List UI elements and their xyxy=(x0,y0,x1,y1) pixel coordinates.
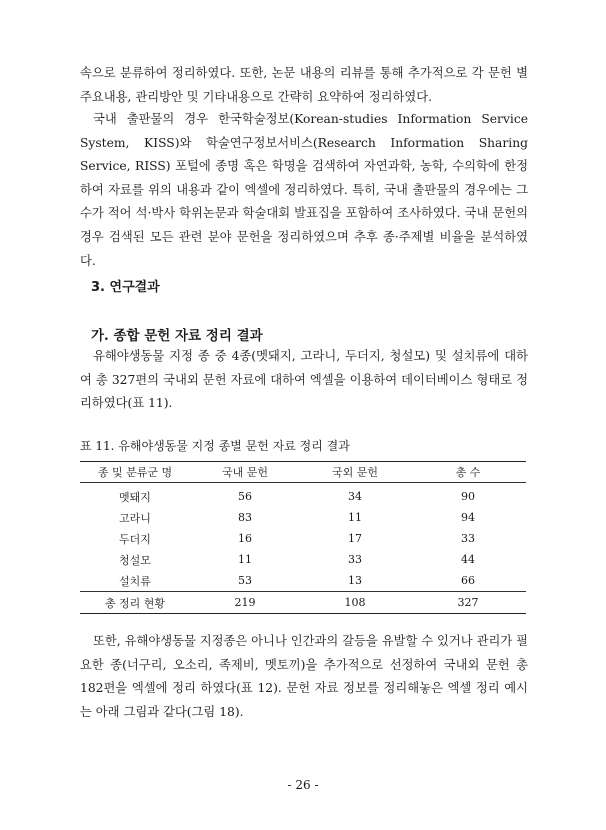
cell-total-label: 총 정리 현황 xyxy=(80,592,190,614)
header-domestic: 국내 문헌 xyxy=(190,462,300,483)
cell-total: 33 xyxy=(461,532,475,545)
cell-total-domestic: 219 xyxy=(190,592,300,614)
cell-total-sum: 327 xyxy=(410,592,526,614)
cell-total: 94 xyxy=(461,511,475,524)
cell-foreign: 34 xyxy=(348,490,362,503)
table-row xyxy=(80,549,526,570)
cell-domestic: 16 xyxy=(238,532,252,545)
table-row xyxy=(80,528,526,549)
paragraph-results-intro: 유해야생동물 지정 종 중 4종(멧돼지, 고라니, 두더지, 청설모) 및 설치류에 대하여 총 327편의 국내외 문헌 자료에 대하여 엑셀을 이용하여 데이터베이스 형태로 정리하였다(표 11). xyxy=(80,349,528,411)
table-caption: 표 11. 유해야생동물 지정 종별 문헌 자료 정리 결과 xyxy=(80,439,350,453)
literature-table xyxy=(80,461,526,614)
table-total-row xyxy=(80,592,526,614)
cell-foreign: 13 xyxy=(348,574,362,587)
page-number: - 26 - xyxy=(287,778,319,792)
cell-species: 멧돼지 xyxy=(119,490,151,504)
cell-foreign: 11 xyxy=(348,511,362,524)
header-total: 총 수 xyxy=(410,462,526,483)
cell-foreign: 33 xyxy=(348,553,362,566)
subsection-heading: 가. 종합 문헌 자료 정리 결과 xyxy=(91,328,263,344)
table-row xyxy=(80,507,526,528)
cell-total: 44 xyxy=(461,553,475,566)
cell-total-foreign: 108 xyxy=(300,592,410,614)
cell-foreign: 17 xyxy=(348,532,362,545)
paragraph-domestic-search: 국내 출판물의 경우 한국학술정보(Korean-studies Information Service System, KISS)와 학술연구정보서비스(Research Information Sharing Service, RISS) 포털에 종명 혹은 학명을 검색하여 자연과학, 농학, 수의학에 한정하여 자료를 위의 내용과 같이 엑셀에 정리하였다. 특히, 국내 출판물의 경우에는 그 수가 적어 석·박사 학위논문과 학술대회 발표집을 포함하여 조사하였다. 국내 문헌의 경우 검색된 모든 관련 분야 문헌을 정리하였으며 추후 종·주제별 비율을 분석하였다. xyxy=(80,112,528,268)
paragraph-method-summary: 속으로 분류하여 정리하였다. 또한, 논문 내용의 리뷰를 통해 추가적으로 각 문헌 별 주요내용, 관리방안 및 기타내용으로 간략히 요약하여 정리하였다. xyxy=(80,66,528,104)
cell-species: 청설모 xyxy=(119,553,151,567)
cell-domestic: 83 xyxy=(238,511,252,524)
paragraph-additional-species: 또한, 유해야생동물 지정종은 아니나 인간과의 갈등을 유발할 수 있거나 관리가 필요한 종(너구리, 오소리, 족제비, 멧토끼)을 추가적으로 선정하여 국내외 문헌 총 182편을 엑셀에 정리 하였다(표 12). 문헌 자료 정보를 정리해놓은 엑셀 정리 예시는 아래 그림과 같다(그림 18). xyxy=(80,634,528,719)
table-header-row xyxy=(80,462,526,483)
cell-total: 90 xyxy=(461,490,475,503)
table-row xyxy=(80,483,526,508)
cell-species: 두더지 xyxy=(119,532,151,546)
cell-domestic: 11 xyxy=(238,553,252,566)
cell-domestic: 56 xyxy=(238,490,252,503)
cell-domestic: 53 xyxy=(238,574,252,587)
cell-total: 66 xyxy=(461,574,475,587)
cell-species: 고라니 xyxy=(119,511,151,525)
header-species: 종 및 분류군 명 xyxy=(80,462,190,483)
table-row xyxy=(80,570,526,592)
section-heading: 3. 연구결과 xyxy=(91,280,160,295)
header-foreign: 국외 문헌 xyxy=(300,462,410,483)
cell-species: 설치류 xyxy=(119,574,151,588)
